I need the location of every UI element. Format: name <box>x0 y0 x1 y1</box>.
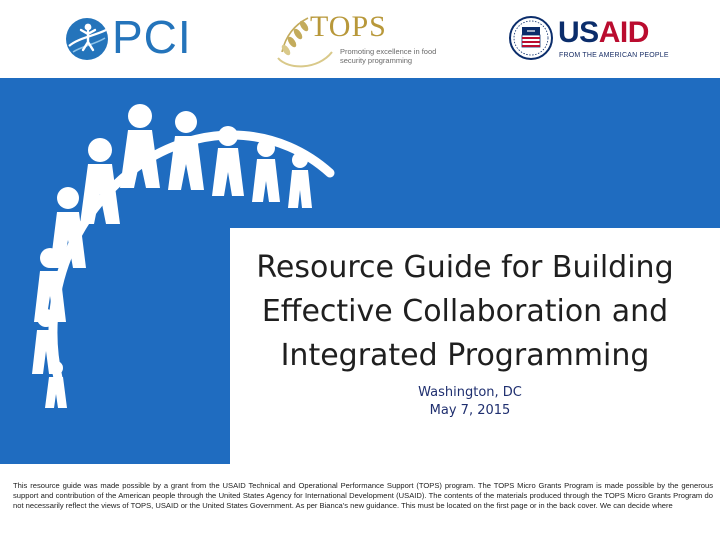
pci-logo-text: PCI <box>112 11 192 63</box>
usaid-logo-us: US <box>558 16 599 49</box>
tops-logo-text: TOPS <box>310 10 387 43</box>
title-card <box>230 228 720 464</box>
blue-banner <box>0 78 720 464</box>
usaid-subtitle: FROM THE AMERICAN PEOPLE <box>559 52 669 59</box>
usaid-logo <box>506 0 676 78</box>
date-text: May 7, 2015 <box>429 403 511 418</box>
tops-logo <box>272 0 440 78</box>
usaid-logo-aid: AID <box>598 16 649 49</box>
usaid-logo-text <box>558 18 649 48</box>
title-line-2: Effective Collaboration and <box>261 294 669 329</box>
slide-title <box>230 246 700 378</box>
slide-meta <box>230 384 710 420</box>
title-line-1: Resource Guide for Building <box>256 250 674 285</box>
pci-logo <box>60 0 200 78</box>
usaid-seal-icon <box>508 15 554 61</box>
logo-header <box>0 0 720 78</box>
tops-tagline: Promoting excellence in food security programming <box>340 47 437 65</box>
globe-figure-icon <box>64 16 110 62</box>
title-line-3: Integrated Programming <box>280 338 650 373</box>
funding-disclaimer: This resource guide was made possible by a grant from the USAID Technical and Operational Performance Support (TOPS) program. The TOPS Micro Grants Program is made possible by the generous support and contribution of the American people through the United States Agency for International Development (USAID). The contents of the materials produced through the TOPS Micro Grants Program do not necessarily reflect the views of TOPS, USAID or the United States Government. As per Bianca's new guidance. This must be located on the first page or in the back cover. We can decide where <box>13 480 713 510</box>
location-text: Washington, DC <box>418 385 522 400</box>
